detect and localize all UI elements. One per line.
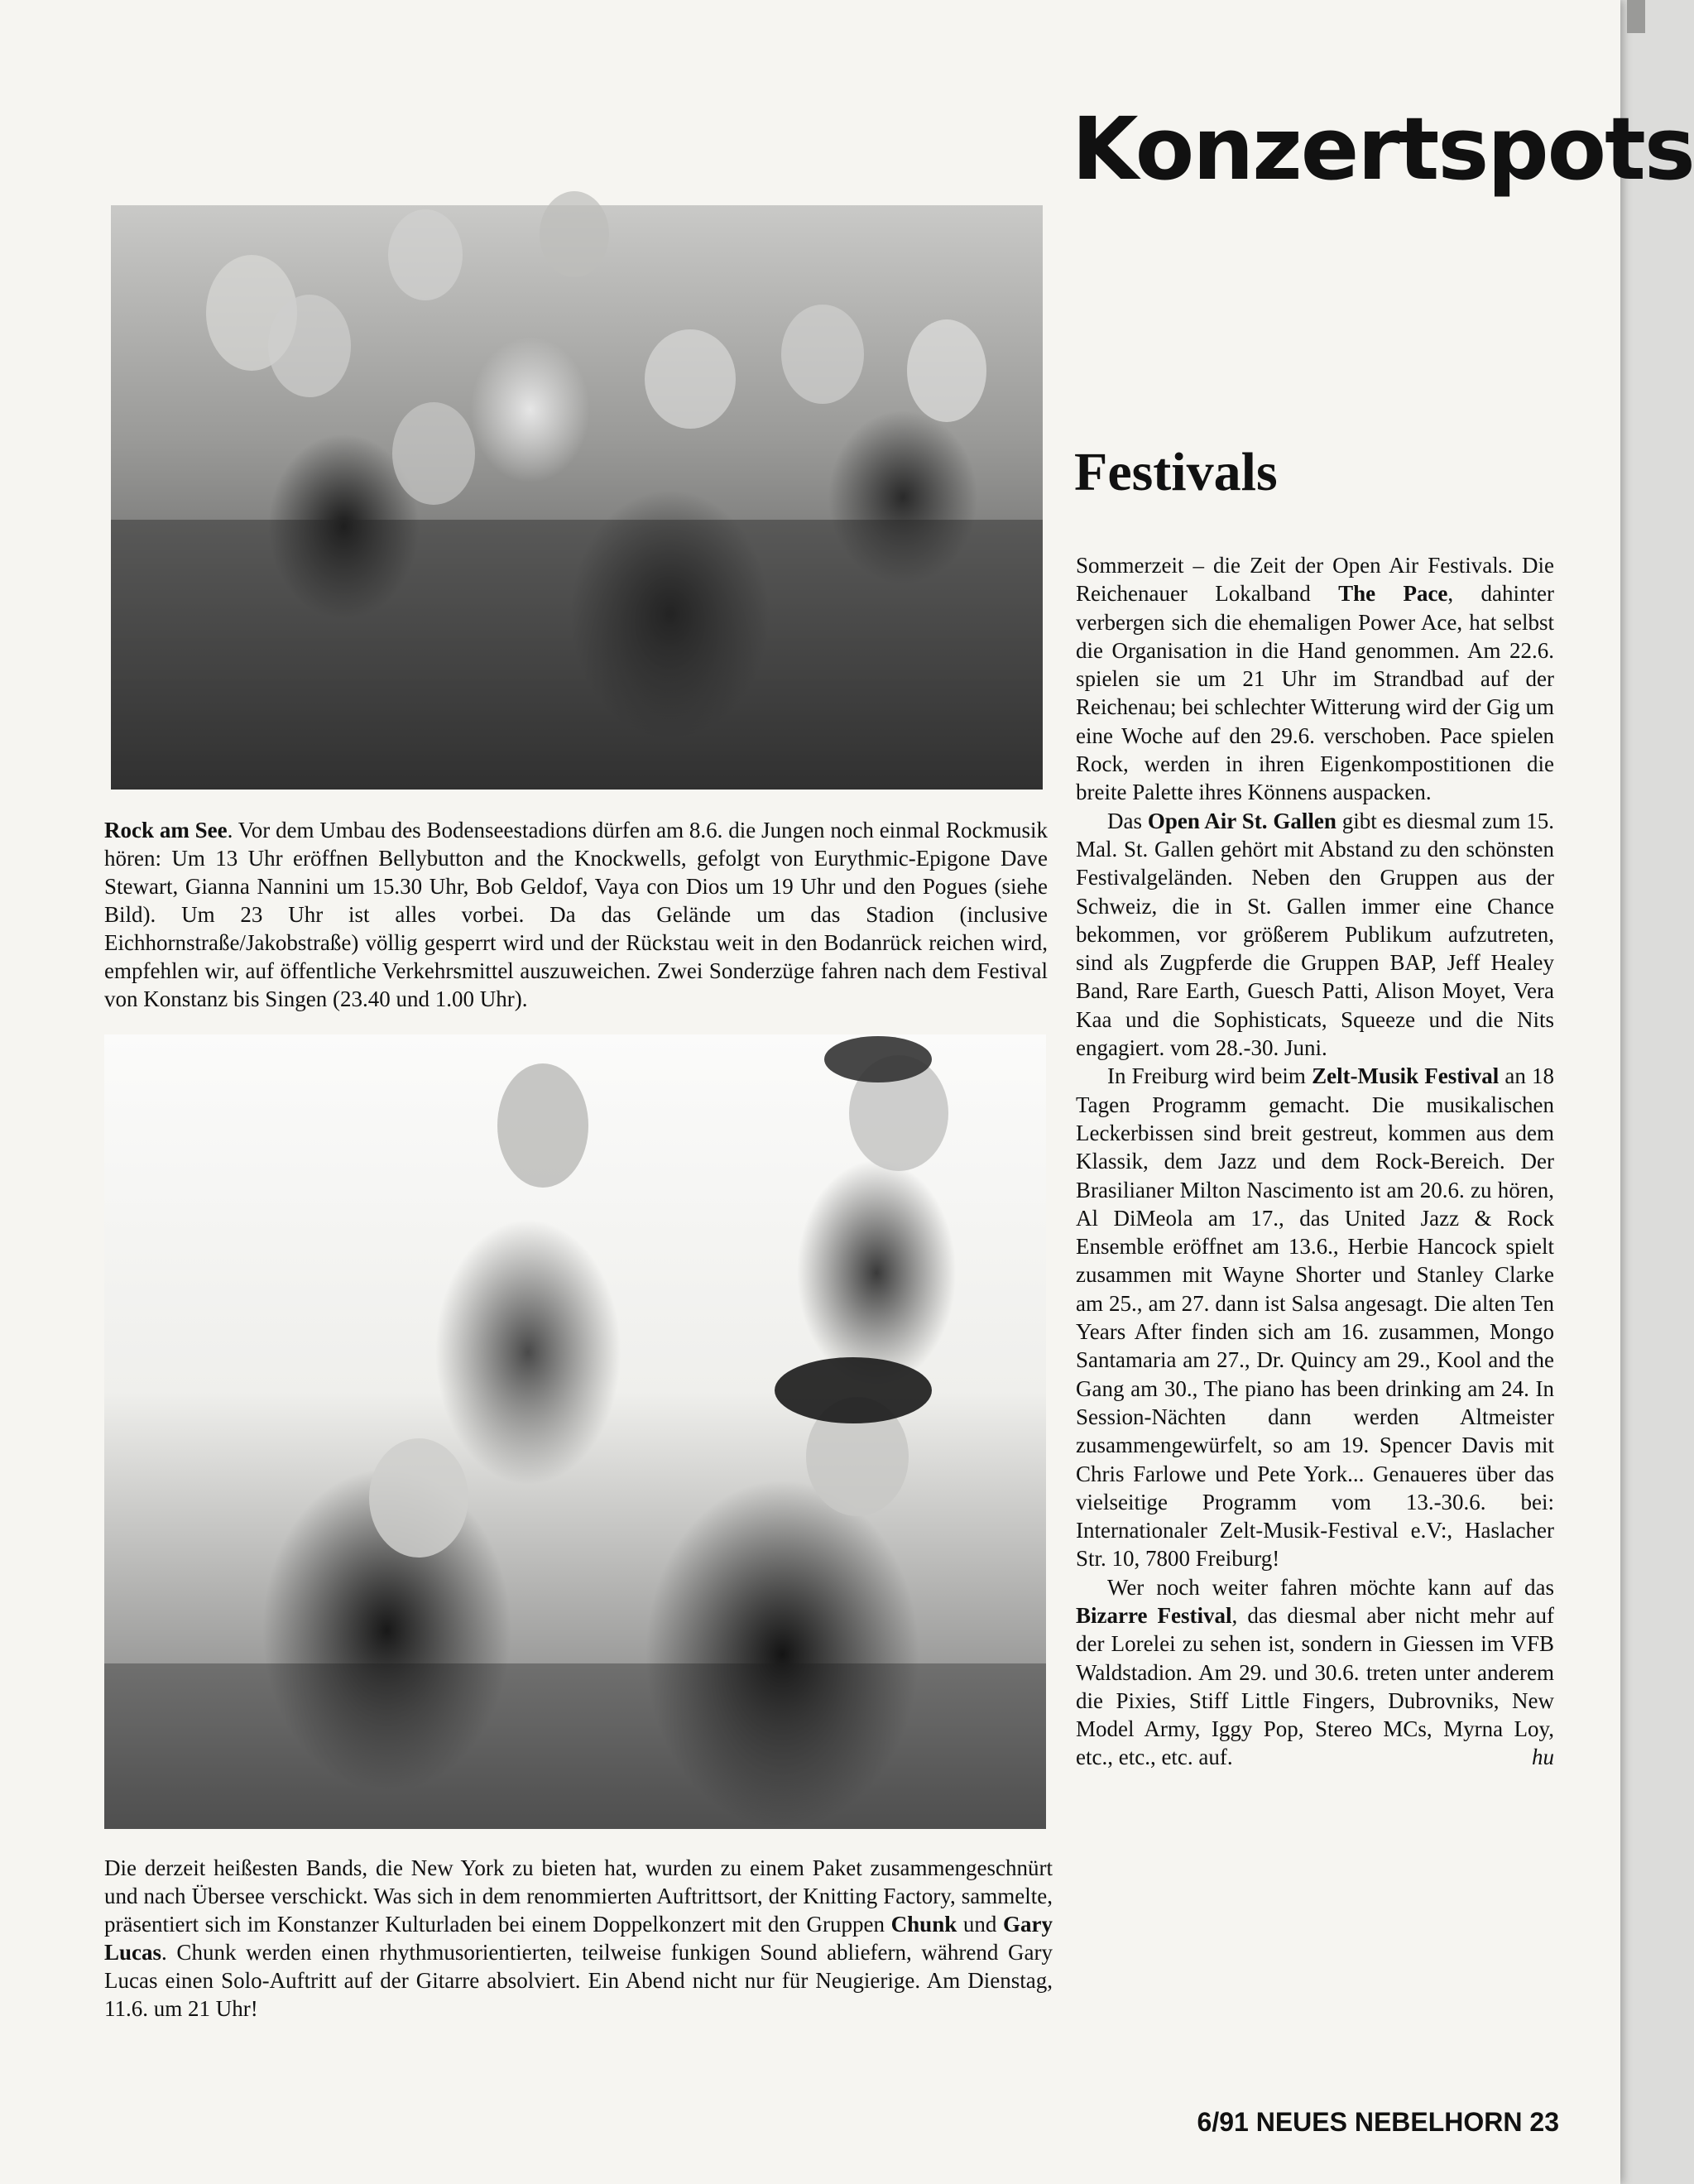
caption-text: . Vor dem Umbau des Bodenseestadions dürfen am 8.6. die Jungen noch einmal Rockmusik hören: Um 13 Uhr eröffnen Bellybutton and the Knockwells, gefolgt von Eurythmic-Epigone Dave Stewart, Gianna Nannini um 15.30 Uhr, Bob Geldof, Vaya con Dios um 19 Uhr und den Pogues (siehe Bild). Um 23 Uhr ist alles vorbei. Da das Gelände um das Stadion (inclusive Eichhornstraße/Jakobstraße) völlig gesperrt wird und der Rückstau weit in den Bodanrück reichen wird, empfehlen wir, auf öffentliche Verkehrsmittel auszuweichen. Zwei Sonderzüge fahren nach dem Festival von Konstanz bis Singen (23.40 und 1.00 Uhr).: [104, 818, 1048, 1011]
paragraph-the-pace: [1076, 551, 1554, 807]
band-photo-new-york: [104, 1034, 1046, 1829]
paragraph-zelt-musik: [1076, 1062, 1554, 1572]
caption-rock-am-see: [104, 816, 1048, 1013]
caption-new-york-bands: [104, 1854, 1053, 2023]
page-edge: [1627, 0, 1645, 33]
caption-lead: Rock am See: [104, 818, 228, 842]
photo-silhouettes: [111, 205, 1043, 790]
paragraph-text: In Freiburg wird beim: [1107, 1063, 1312, 1089]
page-number: 23: [1529, 2107, 1559, 2137]
photo-silhouettes-2: [104, 1034, 1046, 1829]
paragraph-text: Wer noch weiter fahren möchte kann auf das: [1107, 1574, 1554, 1600]
band-gary-lucas: Gary Lucas: [104, 1912, 1053, 1965]
paragraph-text: Sommerzeit – die Zeit der Open Air Festivals. Die Reichenauer Lokalband: [1076, 553, 1554, 607]
caption-text-1: Die derzeit heißesten Bands, die New York zu bieten hat, wurden zu einem Paket zusammengeschnürt und nach Übersee verschickt. Was sich in dem renommierten Auftrittsort, der Knitting Factory, sammelte, präsentiert sich im Konstanzer Kulturladen bei einem Doppelkonzert mit den Gruppen: [104, 1855, 1053, 1937]
festivals-article: [1076, 551, 1554, 1772]
paragraph-bizarre: [1076, 1573, 1554, 1772]
magazine-name: NEUES NEBELHORN: [1255, 2107, 1523, 2137]
author-initials: hu: [1532, 1745, 1554, 1770]
band-photo-pogues: [111, 205, 1043, 790]
band-chunk: Chunk: [890, 1912, 957, 1937]
paragraph-st-gallen: [1076, 807, 1554, 1063]
paragraph-text: Das: [1107, 808, 1148, 833]
festival-bizarre: Bizarre Festival: [1076, 1602, 1232, 1628]
caption-text-3: . Chunk werden einen rhythmusorientierten, teilweise funkigen Sound abliefern, während Gary Lucas einen Solo-Auftritt auf der Gitarre absolviert. Ein Abend nicht nur für Neugierige. Am Dienstag, 11.6. um 21 Uhr!: [104, 1940, 1053, 2021]
paragraph-text: , das diesmal aber nicht mehr auf der Lorelei zu sehen ist, sondern in Giessen im VFB Waldstadion. Am 29. und 30.6. treten unter anderem die Pixies, Stiff Little Fingers, Dubrovniks, New Model Army, Iggy Pop, Stereo MCs, Myrna Loy, etc., etc., etc. auf.: [1076, 1602, 1554, 1770]
paragraph-text: an 18 Tagen Programm gemacht. Die musikalischen Leckerbissen sind breit gestreut, kommen aus dem Klassik, dem Jazz und dem Rock-Bereich. Der Brasilianer Milton Nascimento ist am 20.6. zu hören, Al DiMeola am 17., das United Jazz & Rock Ensemble eröffnet am 13.6., Herbie Hancock spielt zusammen mit Wayne Shorter und Stanley Clarke am 25., am 27. dann ist Salsa angesagt. Die alten Ten Years After finden sich am 16. zusammen, Mongo Santamaria am 27., Dr. Quincy am 29., Kool and the Gang am 30., The piano has been drinking am 24. In Session-Nächten dann werden Altmeister zusammengewürfelt, so am 19. Spencer Davis mit Chris Farlowe und Pete York... Genaueres über das vielseitige Programm vom 13.-30.6. bei: Internationaler Zelt-Musik-Festival e.V:, Haslacher Str. 10, 7800 Freiburg!: [1076, 1063, 1555, 1572]
section-title-festivals: Festivals: [1074, 442, 1278, 502]
issue-number: 6/91: [1197, 2107, 1249, 2137]
caption-text-2: und: [957, 1912, 1004, 1937]
page-title: Konzertspots: [1072, 98, 1694, 199]
band-the-pace: The Pace: [1338, 581, 1448, 607]
page-footer: [1132, 2107, 1559, 2138]
paragraph-text: , dahinter verbergen sich die ehemaligen Power Ace, hat selbst die Organisation in die Hand genommen. Am 22.6. spielen sie um 21 Uhr im Strandbad auf der Reichenau; bei schlechter Witterung wird der Gig um eine Woche auf den 29.6. verschoben. Pace spielen Rock, werden in ihren Eigenkompostitionen die breite Palette ihres Könnens auspacken.: [1076, 581, 1554, 805]
festival-zelt-musik: Zelt-Musik Festival: [1312, 1063, 1500, 1089]
paragraph-text: gibt es diesmal zum 15. Mal. St. Gallen gehört mit Abstand zu den schönsten Festivalgeländen. Neben den Gruppen aus der Schweiz, die in St. Gallen immer eine Chance bekommen, vor größerem Publikum aufzutreten, sind als Zugpferde die Gruppen BAP, Jeff Healey Band, Rare Earth, Guesch Patti, Alison Moyet, Vera Kaa und die Sophisticats, Squeeze und die Nits engagiert. vom 28.-30. Juni.: [1076, 808, 1554, 1061]
festival-st-gallen: Open Air St. Gallen: [1147, 808, 1336, 833]
